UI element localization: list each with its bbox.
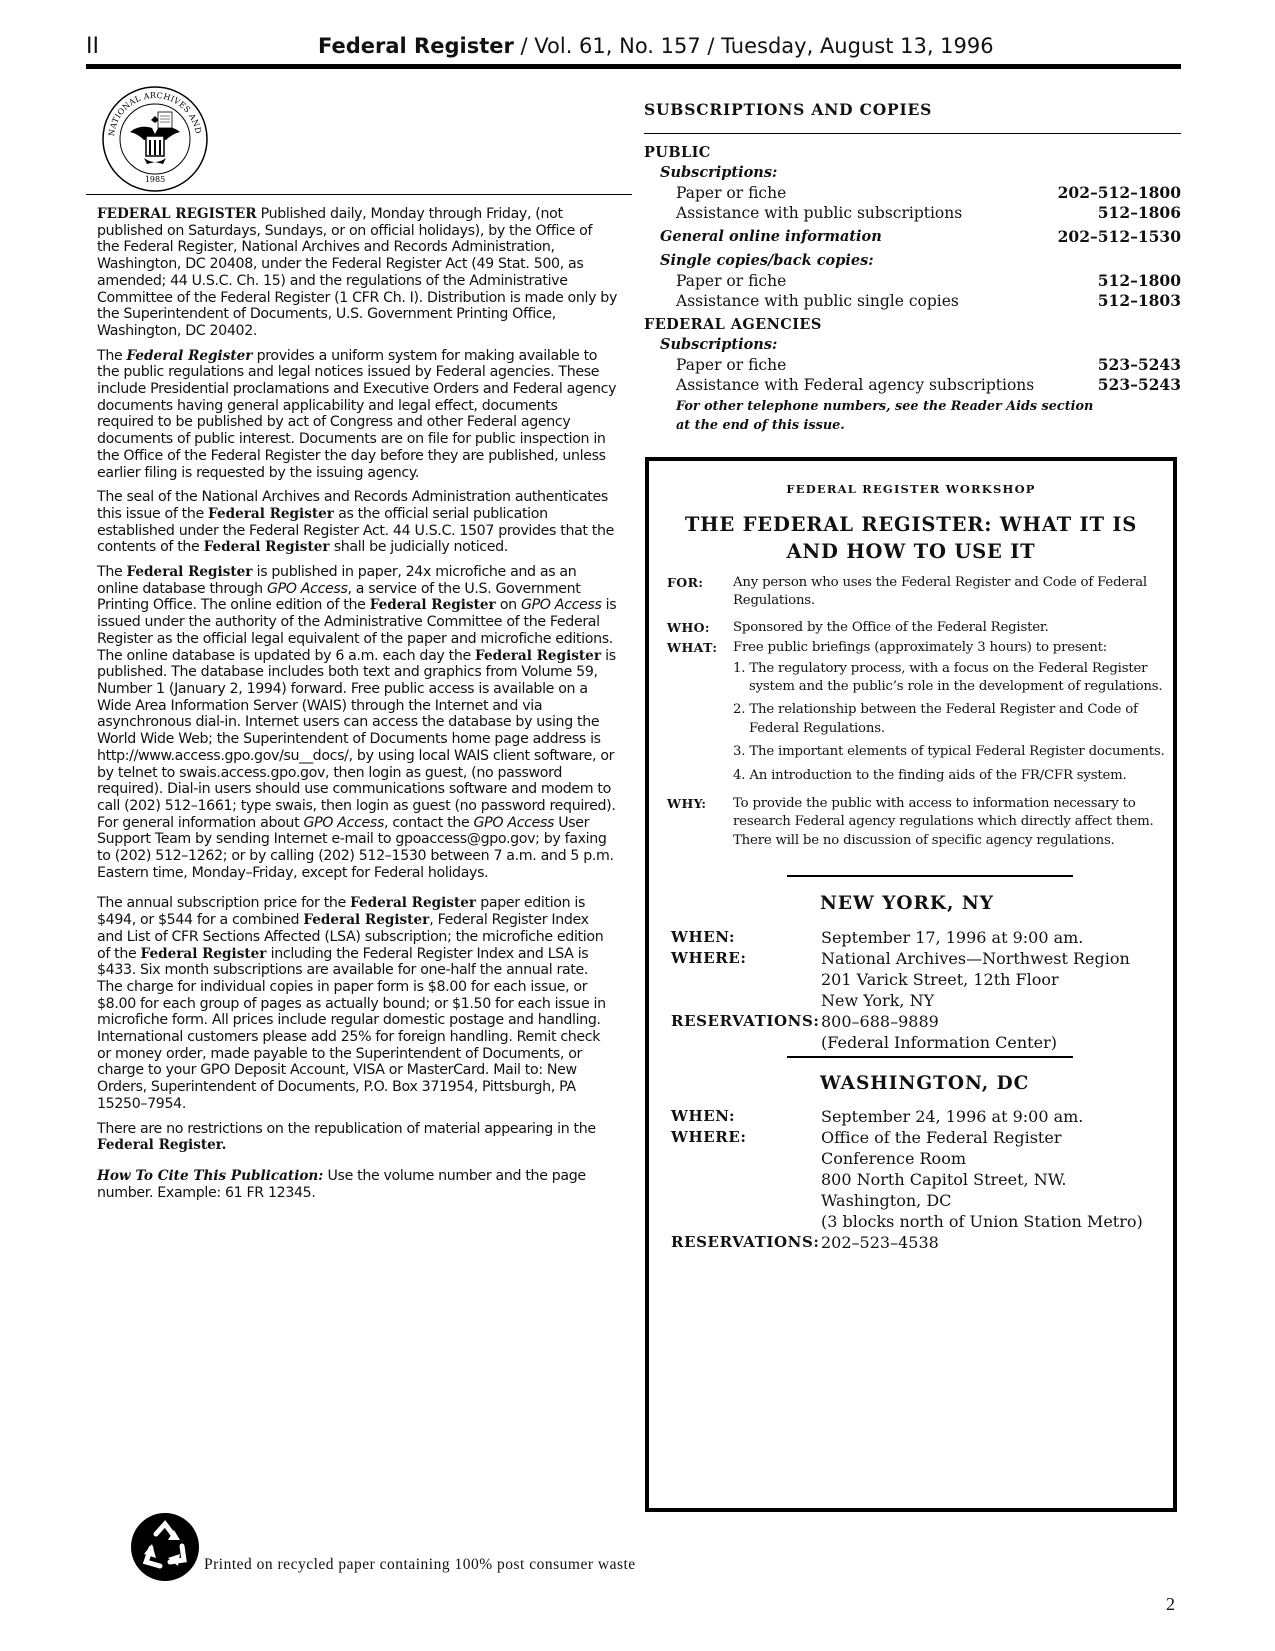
reader-aids-note: For other telephone numbers, see the Reader Aids section at the end of this issue. xyxy=(676,399,1094,433)
what-list-item: 1. The regulatory process, with a focus on the Federal Register system and the public’s role in the development of regulations. xyxy=(733,660,1163,695)
nara-seal-icon xyxy=(100,84,210,194)
phone-row: Assistance with Federal agency subscriptions 523–5243 xyxy=(676,375,1181,394)
para-online: The Federal Register is published in paper, 24x microfiche and as an online database through GPO Access, a service of the U.S. Government Printing Office. The online edition of the Federal Register on GPO Access is issued under the authority of the Administrative Committee of the Federal Register as the official legal equivalent of the paper and microfiche editions. The online database is updated by 6 a.m. each day the Federal Register is published. The database includes both text and graphics from Volume 59, Number 1 (January 2, 1994) forward. Free public access is available on a Wide Area Information Server (WAIS) through the Internet and via asynchronous dial-in. Internet users can access the database by using the World Wide Web; the Superintendent of Documents home page address is http://www.access.gpo.gov/su__docs/, by using local WAIS client software, or by telnet to swais.access.gpo.gov, then login as guest, (no password required). Dial-in users should use communications software and modem to call (202) 512–1661; type swais, then login as guest (no password required). For general information about GPO Access, contact the GPO Access User Support Team by sending Internet e-mail to gpoaccess@gpo.gov; by faxing to (202) 512–1262; or by calling (202) 512–1530 between 7 a.m. and 5 p.m. Eastern time, Monday–Friday, except for Federal holidays. xyxy=(97,564,617,881)
workshop-kicker: FEDERAL REGISTER WORKSHOP xyxy=(786,482,1036,496)
public-subscriptions-heading: Subscriptions: xyxy=(660,164,778,181)
phone-row: Paper or fiche 202–512–1800 xyxy=(676,183,1181,202)
federal-agencies-heading: FEDERAL AGENCIES xyxy=(644,316,822,333)
what-list-item: 2. The relationship between the Federal Register and Code of Federal Regulations. xyxy=(733,702,1138,736)
detail-who: WHO: Sponsored by the Office of the Federal Register. xyxy=(667,619,1049,635)
phone-row: Paper or fiche 523–5243 xyxy=(676,355,1181,374)
para-purpose: The Federal Register provides a uniform system for making available to the public regulations and legal notices issued by Federal agencies. These include Presidential proclamations and Executive Orders and Federal agency documents having general applicability and legal effect, documents required to be published by act of Congress and other Federal agency documents of public interest. Documents are on file for public inspection in the Office of the Federal Register the day before they are published, unless earlier filing is requested by the issuing agency. xyxy=(97,347,617,481)
para-publication-info: FEDERAL REGISTER Published daily, Monday through Friday, (not published on Saturdays, Sundays, or on official holidays), by the Office of the Federal Register, National Archives and Records Administration, Washington, DC 20408, under the Federal Register Act (49 Stat. 500, as amended; 44 U.S.C. Ch. 15) and the regulations of the Administrative Committee of the Federal Register (1 CFR Ch. I). Distribution is made only by the Superintendent of Documents, U.S. Government Printing Office, Washington, DC 20402. xyxy=(97,206,618,339)
masthead-text xyxy=(97,206,617,1209)
workshop-box xyxy=(645,457,1177,1512)
para-seal: The seal of the National Archives and Records Administration authenticates this issue of the Federal Register as the official serial publication established under the Federal Register Act. 44 U.S.C. 1507 provides that the contents of the Federal Register shall be judicially noticed. xyxy=(97,489,615,556)
detail-why: WHY: To provide the public with access to information necessary to research Federal agency regulations which directly affect them. There will be no discussion of specific agency regulations. xyxy=(667,796,1154,848)
recycle-icon xyxy=(130,1512,200,1582)
phone-row: Assistance with public single copies 512–1803 xyxy=(676,291,1181,310)
svg-text:NATIONAL ARCHIVES AND RECORDS: NATIONAL ARCHIVES AND xyxy=(106,90,203,137)
city-heading-ny: NEW YORK, NY xyxy=(820,893,995,914)
single-copies-heading: Single copies/back copies: xyxy=(660,252,874,269)
para-cite: How To Cite This Publication: Use the volume number and the page number. Example: 61 FR 12345. xyxy=(97,1167,586,1201)
header-rule xyxy=(86,64,1181,69)
workshop-title: THE FEDERAL REGISTER: WHAT IT IS AND HOW TO USE IT xyxy=(684,513,1138,563)
page-number: 2 xyxy=(1166,1594,1175,1614)
running-header xyxy=(86,32,1181,68)
journal-name: Federal Register xyxy=(318,34,514,58)
section-divider xyxy=(787,1056,1073,1058)
page-roman-numeral: II xyxy=(86,34,99,59)
svg-text:1985: 1985 xyxy=(144,175,166,184)
phone-row: Paper or fiche 512–1800 xyxy=(676,271,1181,290)
agency-subscriptions-heading: Subscriptions: xyxy=(660,336,778,353)
seal-rule xyxy=(86,194,632,195)
section-divider xyxy=(787,875,1073,877)
subscriptions-title: SUBSCRIPTIONS AND COPIES xyxy=(644,100,933,119)
ny-location: WHEN: September 17, 1996 at 9:00 am. WHERE: National Archives—Northwest Region 201 Varick Street, 12th Floor New York, NY RESERVATIONS: 800–688–9889 (Federal Information Center) xyxy=(671,928,1130,1052)
detail-for: FOR: Any person who uses the Federal Register and Code of Federal Regulations. xyxy=(667,575,1147,609)
what-list-item: 3. The important elements of typical Federal Register documents. xyxy=(733,744,1165,760)
issue-info: / Vol. 61, No. 157 / Tuesday, August 13, 1996 xyxy=(513,34,994,58)
header-title xyxy=(318,34,994,58)
para-pricing: The annual subscription price for the Federal Register paper edition is $494, or $544 for a combined Federal Register, Federal Register Index and List of CFR Sections Affected (LSA) subscription; the microfiche edition of the Federal Register including the Federal Register Index and LSA is $433. Six month subscriptions are available for one-half the annual rate. The charge for individual copies in paper form is $8.00 for each issue, or $8.00 for each group of pages as actually bound; or $1.50 for each issue in microfiche form. All prices include regular domestic postage and handling. International customers please add 25% for foreign handling. Remit check or money order, made payable to the Superintendent of Documents, or charge to your GPO Deposit Account, VISA or MasterCard. Mail to: New Orders, Superintendent of Documents, P.O. Box 371954, Pittsburgh, PA 15250–7954. xyxy=(97,895,606,1112)
phone-row: General online information 202–512–1530 xyxy=(660,227,1181,246)
subscriptions-rule xyxy=(644,133,1181,134)
detail-what: WHAT: Free public briefings (approximately 3 hours) to present: xyxy=(667,640,1108,656)
phone-row: Assistance with public subscriptions 512–1806 xyxy=(676,203,1181,222)
dc-location: WHEN: September 24, 1996 at 9:00 am. WHERE: Office of the Federal Register Conference Room 800 North Capitol Street, NW. Washington, DC (3 blocks north of Union Station Metro) RESERVATIONS: 202–523–4538 xyxy=(671,1107,1143,1252)
subscriptions-section xyxy=(644,100,1181,435)
what-list-item: 4. An introduction to the finding aids of the FR/CFR system. xyxy=(733,767,1127,783)
para-republication: There are no restrictions on the republication of material appearing in the Federal Register. xyxy=(97,1120,596,1154)
city-heading-dc: WASHINGTON, DC xyxy=(820,1073,1030,1094)
workshop-details xyxy=(667,574,1167,855)
public-heading: PUBLIC xyxy=(644,144,711,161)
recycled-paper-note: Printed on recycled paper containing 100% post consumer waste xyxy=(204,1556,636,1573)
